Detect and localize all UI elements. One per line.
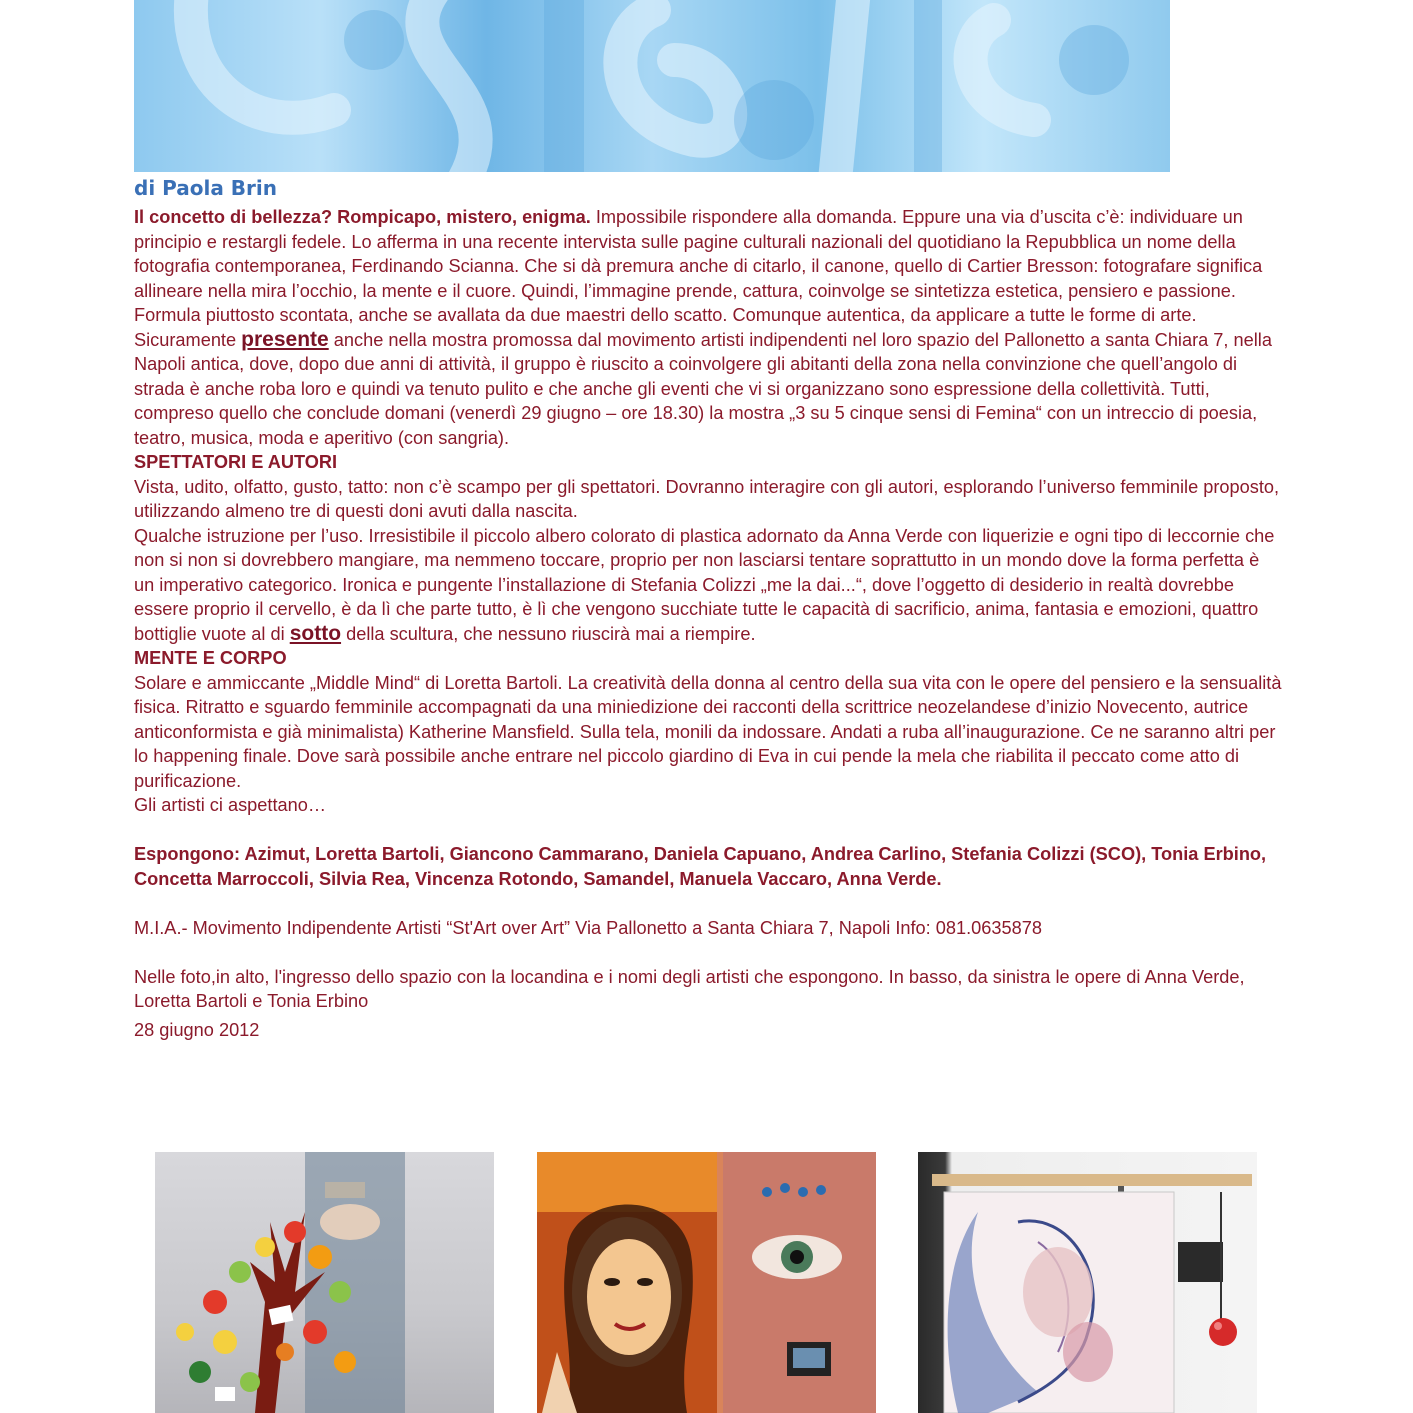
article-body [134,205,1284,1042]
photo-tree-sculpture [155,1152,494,1413]
venue-info: M.I.A.- Movimento Indipendente Artisti “St'Art over Art” Via Pallonetto a Santa Chiara 7, Napoli Info: 081.0635878 [134,917,1042,938]
article-byline: di Paola Brin [134,176,278,200]
intro-paragraph [134,205,1284,328]
section-heading-spettatori: SPETTATORI E AUTORI [134,452,338,472]
photo-portrait-paintings [537,1152,876,1413]
closing-line: Gli artisti ci aspettano… [134,795,327,815]
exhibitors-list: Espongono: Azimut, Loretta Bartoli, Giancono Cammarano, Daniela Capuano, Andrea Carlino, Stefania Colizzi (SCO), Tonia Erbino, Concetta Marroccoli, Silvia Rea, Vincenza Rotondo, Samandel, Manuela Vaccaro, Anna Verde. [134,844,1267,889]
paragraph-text: Sicuramente [134,329,242,350]
header-banner-image [134,0,1170,172]
paragraph-text: anche nella mostra promossa dal movimento artisti indipendenti nel loro spazio del Pallonetto a santa Chiara 7, nella Napoli antica, dove, dopo due anni di attività, il gruppo è riuscito a coinvolgere gli abitanti della zona nella convinzione che quell’angolo di strada è anche roba loro e quindi va tenuto pulito e che anche gli eventi che vi si organizzano sono espressione della collettività. Tutti, compreso quello che conclude domani (venerdì 29 giugno – ore 18.30) la mostra „3 su 5 cinque sensi di Femina“ con un intreccio di poesia, teatro, musica, moda e aperitivo (con sangria). [134,329,1272,448]
spacer [134,940,1284,965]
photo-embrace-painting [918,1152,1257,1413]
spacer [134,818,1284,843]
middle-mind-paragraph: Solare e ammiccante „Middle Mind“ di Loretta Bartoli. La creatività della donna al centro della sua vita con le opere del pensiero e la sensualità fisica. Ritratto e sguardo femminile accompagnati da una miniedizione dei racconti della scrittrice neozelandese d’inizio Novecento, autrice anticonformista e già minimalista) Katherine Mansfield. Sulla tela, monili da indossare. Andati a ruba all’inaugurazione. Ce ne saranno altri per lo happening finale. Dove sarà possibile anche entrare nel piccolo giardino di Eva in cui pende la mela che riabilita il peccato come atto di purificazione. [134,672,1282,791]
senses-paragraph: Vista, udito, olfatto, gusto, tatto: non c’è scampo per gli spettatori. Dovranno interagire con gli autori, esplorando l’universo femminile proposto, utilizzando almeno tre di questi doni avuti dalla nascita. [134,476,1280,521]
sotto-link[interactable]: sotto [289,621,342,645]
presente-link[interactable]: presente [241,327,329,351]
section-heading-mente: MENTE E CORPO [134,648,287,668]
intro-text: Impossibile rispondere alla domanda. Eppure una via d’uscita c’è: individuare un principio e restargli fedele. Lo afferma in una recente intervista sulle pagine culturali nazionali del quotidiano la Repubblica un nome della fotografia contemporanea, Ferdinando Scianna. Che si dà premura anche di citarlo, il canone, quello di Cartier Bresson: fotografare significa allineare nella mira l’occhio, la mente e il cuore. Quindi, l’immagine prende, cattura, coinvolge se sintetizza estetica, pensiero e passione. Formula piuttosto scontata, anche se avallata da due maestri dello scatto. Comunque autentica, da applicare a tutte le forme di arte. [134,207,1263,325]
exhibition-paragraph [134,328,1284,451]
publication-date: 28 giugno 2012 [134,1019,260,1040]
intro-lead: Il concetto di bellezza? Rompicapo, mistero, enigma. [134,207,591,227]
paragraph-text: della scultura, che nessuno riuscirà mai a riempire. [341,623,756,644]
instructions-paragraph [134,524,1284,647]
spacer [134,891,1284,916]
paragraph-text: Qualche istruzione per l’uso. Irresistibile il piccolo albero colorato di plastica adornato da Anna Verde con liquerizie e ogni tipo di leccornie che non si non si dovrebbero mangiare, ma nemmeno toccare, proprio per non lasciarsi tentare soprattutto in un mondo dove la forma perfetta è un imperativo categorico. Ironica e pungente l’installazione di Stefania Colizzi „me la dai...“, dove l’oggetto di desiderio in realtà dovrebbe essere proprio il cervello, è da lì che parte tutto, è lì che vengono succhiate tutte le capacità di sacrificio, anima, fantasia e emozioni, quattro bottiglie vuote al di [134,525,1275,644]
photo-caption: Nelle foto,in alto, l'ingresso dello spazio con la locandina e i nomi degli artisti che espongono. In basso, da sinistra le opere di Anna Verde, Loretta Bartoli e Tonia Erbino [134,966,1245,1011]
